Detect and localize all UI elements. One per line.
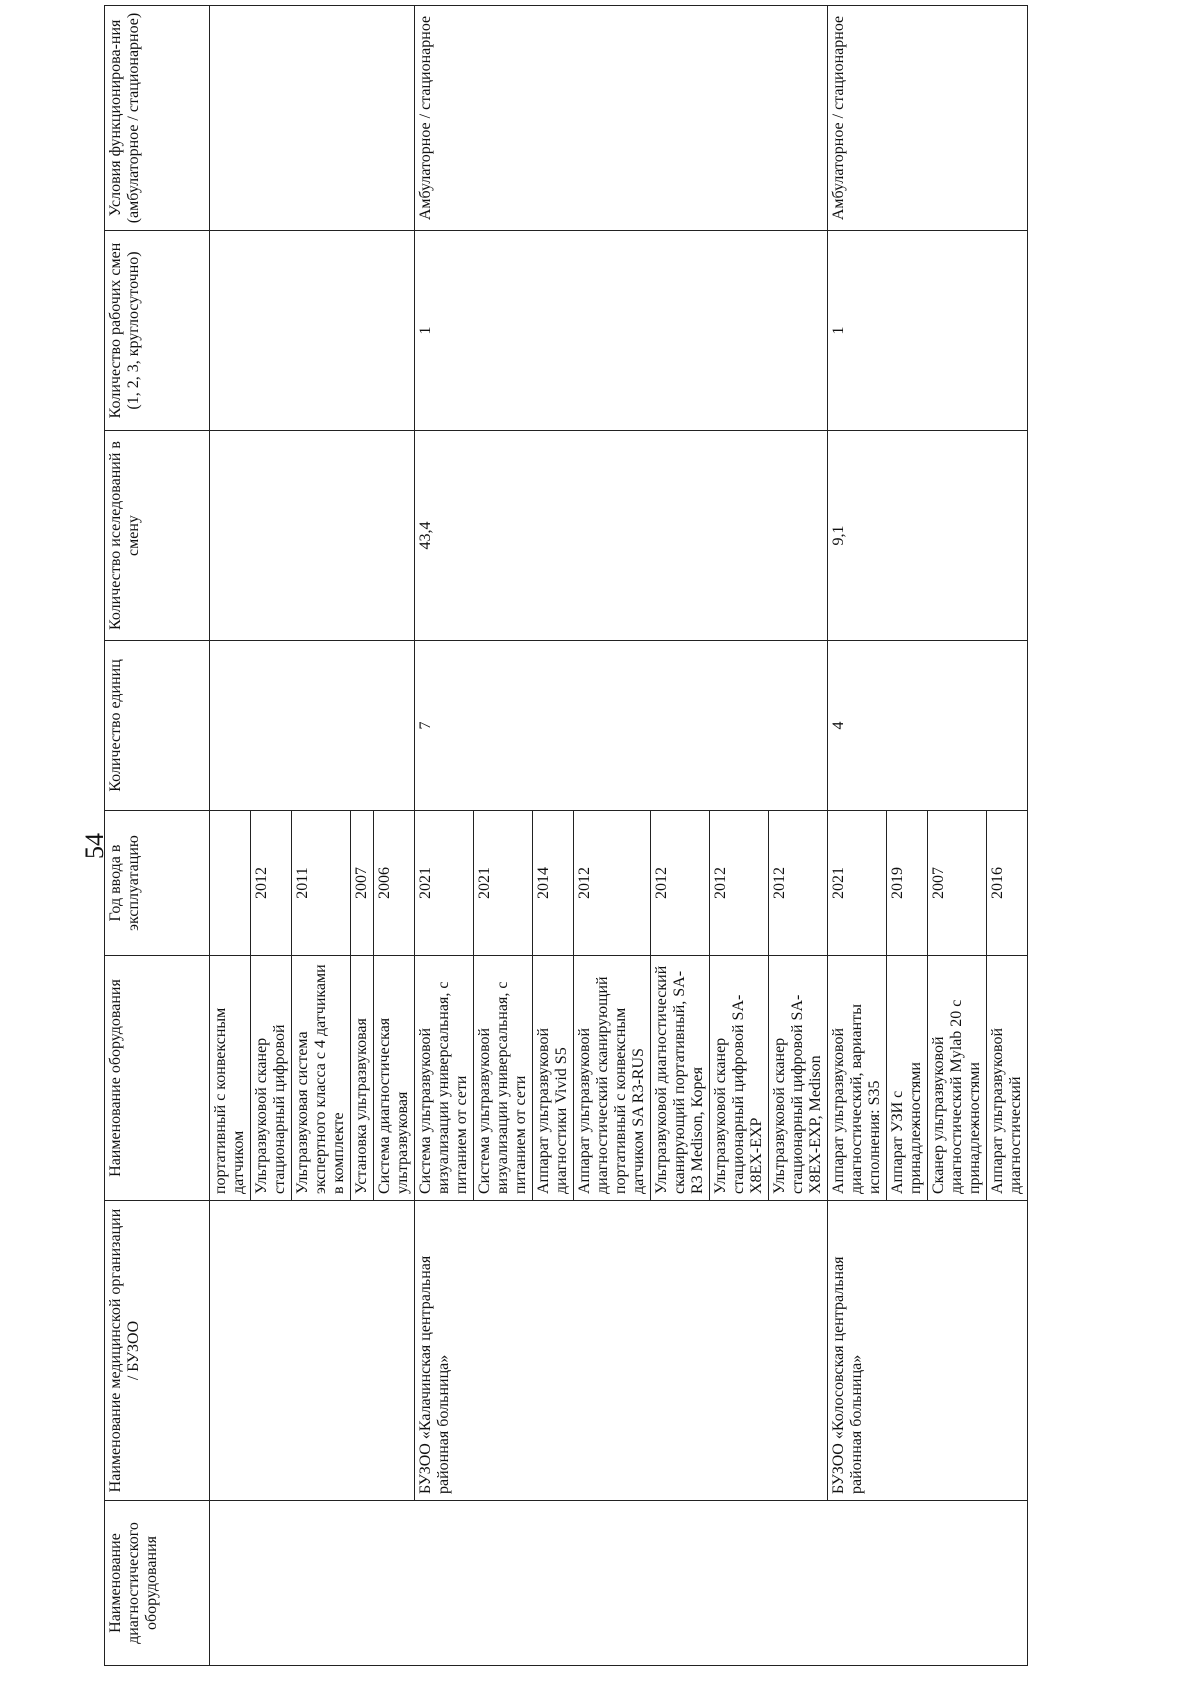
- equipment-name-cell: Система диагностическая ультразвуковая: [374, 956, 415, 1201]
- year-cell: 2012: [251, 811, 292, 956]
- equipment-table: [104, 5, 1028, 1666]
- org-cell: БУЗОО «Колосовская центральная районная больница»: [828, 1201, 1028, 1501]
- header-shifts: Количество рабочих смен (1, 2, 3, круглосуточно): [105, 231, 210, 431]
- studies-cell: [210, 431, 415, 641]
- table-row: [415, 6, 474, 1666]
- equipment-name-cell: Установка ультразвуковая: [351, 956, 374, 1201]
- header-org: Наименование медицинской организации / БУЗОО: [105, 1201, 210, 1501]
- year-cell: 2021: [415, 811, 474, 956]
- equipment-name-cell: Ультразвуковая система экспертного класса с 4 датчиками в комплекте: [292, 956, 351, 1201]
- studies-cell: 43,4: [415, 431, 828, 641]
- diag-equipment-cell: [210, 1501, 1028, 1666]
- year-cell: 2014: [533, 811, 574, 956]
- conditions-cell: Амбулаторное / стационарное: [415, 6, 828, 231]
- shifts-cell: 1: [828, 231, 1028, 431]
- year-cell: 2016: [987, 811, 1028, 956]
- year-cell: 2007: [351, 811, 374, 956]
- header-year: Год ввода в эксплуатацию: [105, 811, 210, 956]
- equipment-name-cell: Ультразвуковой сканер стационарный цифровой SA-X8EX-EXP: [710, 956, 769, 1201]
- studies-cell: 9,1: [828, 431, 1028, 641]
- year-cell: 2021: [828, 811, 887, 956]
- conditions-cell: Амбулаторное / стационарное: [828, 6, 1028, 231]
- equipment-name-cell: Аппарат ультразвуковой диагностический сканирующий портативный с конвексным датчиком SA R3-RUS: [574, 956, 651, 1201]
- header-equipment: Наименование оборудования: [105, 956, 210, 1201]
- units-cell: 7: [415, 641, 828, 811]
- header-studies: Количество иселедований в смену: [105, 431, 210, 641]
- shifts-cell: 1: [415, 231, 828, 431]
- org-cell: БУЗОО «Калачинская центральная районная больница»: [415, 1201, 828, 1501]
- page-number: 54: [80, 833, 109, 859]
- equipment-name-cell: Аппарат ультразвуковой диагностики Vivid S5: [533, 956, 574, 1201]
- year-cell: [210, 811, 251, 956]
- equipment-name-cell: Ультразвуковой диагностический сканирующий портативный, SA-R3 Medison, Корея: [651, 956, 710, 1201]
- units-cell: [210, 641, 415, 811]
- shifts-cell: [210, 231, 415, 431]
- equipment-name-cell: Аппарат ультразвуковой диагностический: [987, 956, 1028, 1201]
- year-cell: 2011: [292, 811, 351, 956]
- year-cell: 2021: [474, 811, 533, 956]
- org-cell: [210, 1201, 415, 1501]
- table-row: [828, 6, 887, 1666]
- equipment-name-cell: Система ультразвуковой визуализации универсальная, с питанием от сети: [474, 956, 533, 1201]
- equipment-name-cell: Сканер ультразвуковой диагностический Mylab 20 с принадлежностями: [928, 956, 987, 1201]
- header-diag-equipment: Наименование диагностического оборудования: [105, 1501, 210, 1666]
- year-cell: 2007: [928, 811, 987, 956]
- conditions-cell: [210, 6, 415, 231]
- year-cell: 2012: [710, 811, 769, 956]
- year-cell: 2012: [769, 811, 828, 956]
- year-cell: 2012: [651, 811, 710, 956]
- year-cell: 2012: [574, 811, 651, 956]
- header-row: [105, 6, 210, 1666]
- table-body: [210, 6, 1028, 1666]
- equipment-name-cell: Ультразвуковой сканер стационарный цифровой SA-X8EX-EXP, Medison: [769, 956, 828, 1201]
- header-units: Количество единиц: [105, 641, 210, 811]
- header-conditions: Условия функционирова-ния (амбулаторное / стационарное): [105, 6, 210, 231]
- equipment-name-cell: Ультразвуковой сканер стационарный цифровой: [251, 956, 292, 1201]
- year-cell: 2019: [887, 811, 928, 956]
- table-row: [210, 6, 251, 1666]
- units-cell: 4: [828, 641, 1028, 811]
- equipment-name-cell: Аппарат УЗИ с принадлежностями: [887, 956, 928, 1201]
- equipment-name-cell: Аппарат ультразвуковой диагностический, варианты исполнения: S35: [828, 956, 887, 1201]
- year-cell: 2006: [374, 811, 415, 956]
- equipment-name-cell: Система ультразвуковой визуализации универсальная, с питанием от сети: [415, 956, 474, 1201]
- equipment-name-cell: портативный с конвексным датчиком: [210, 956, 251, 1201]
